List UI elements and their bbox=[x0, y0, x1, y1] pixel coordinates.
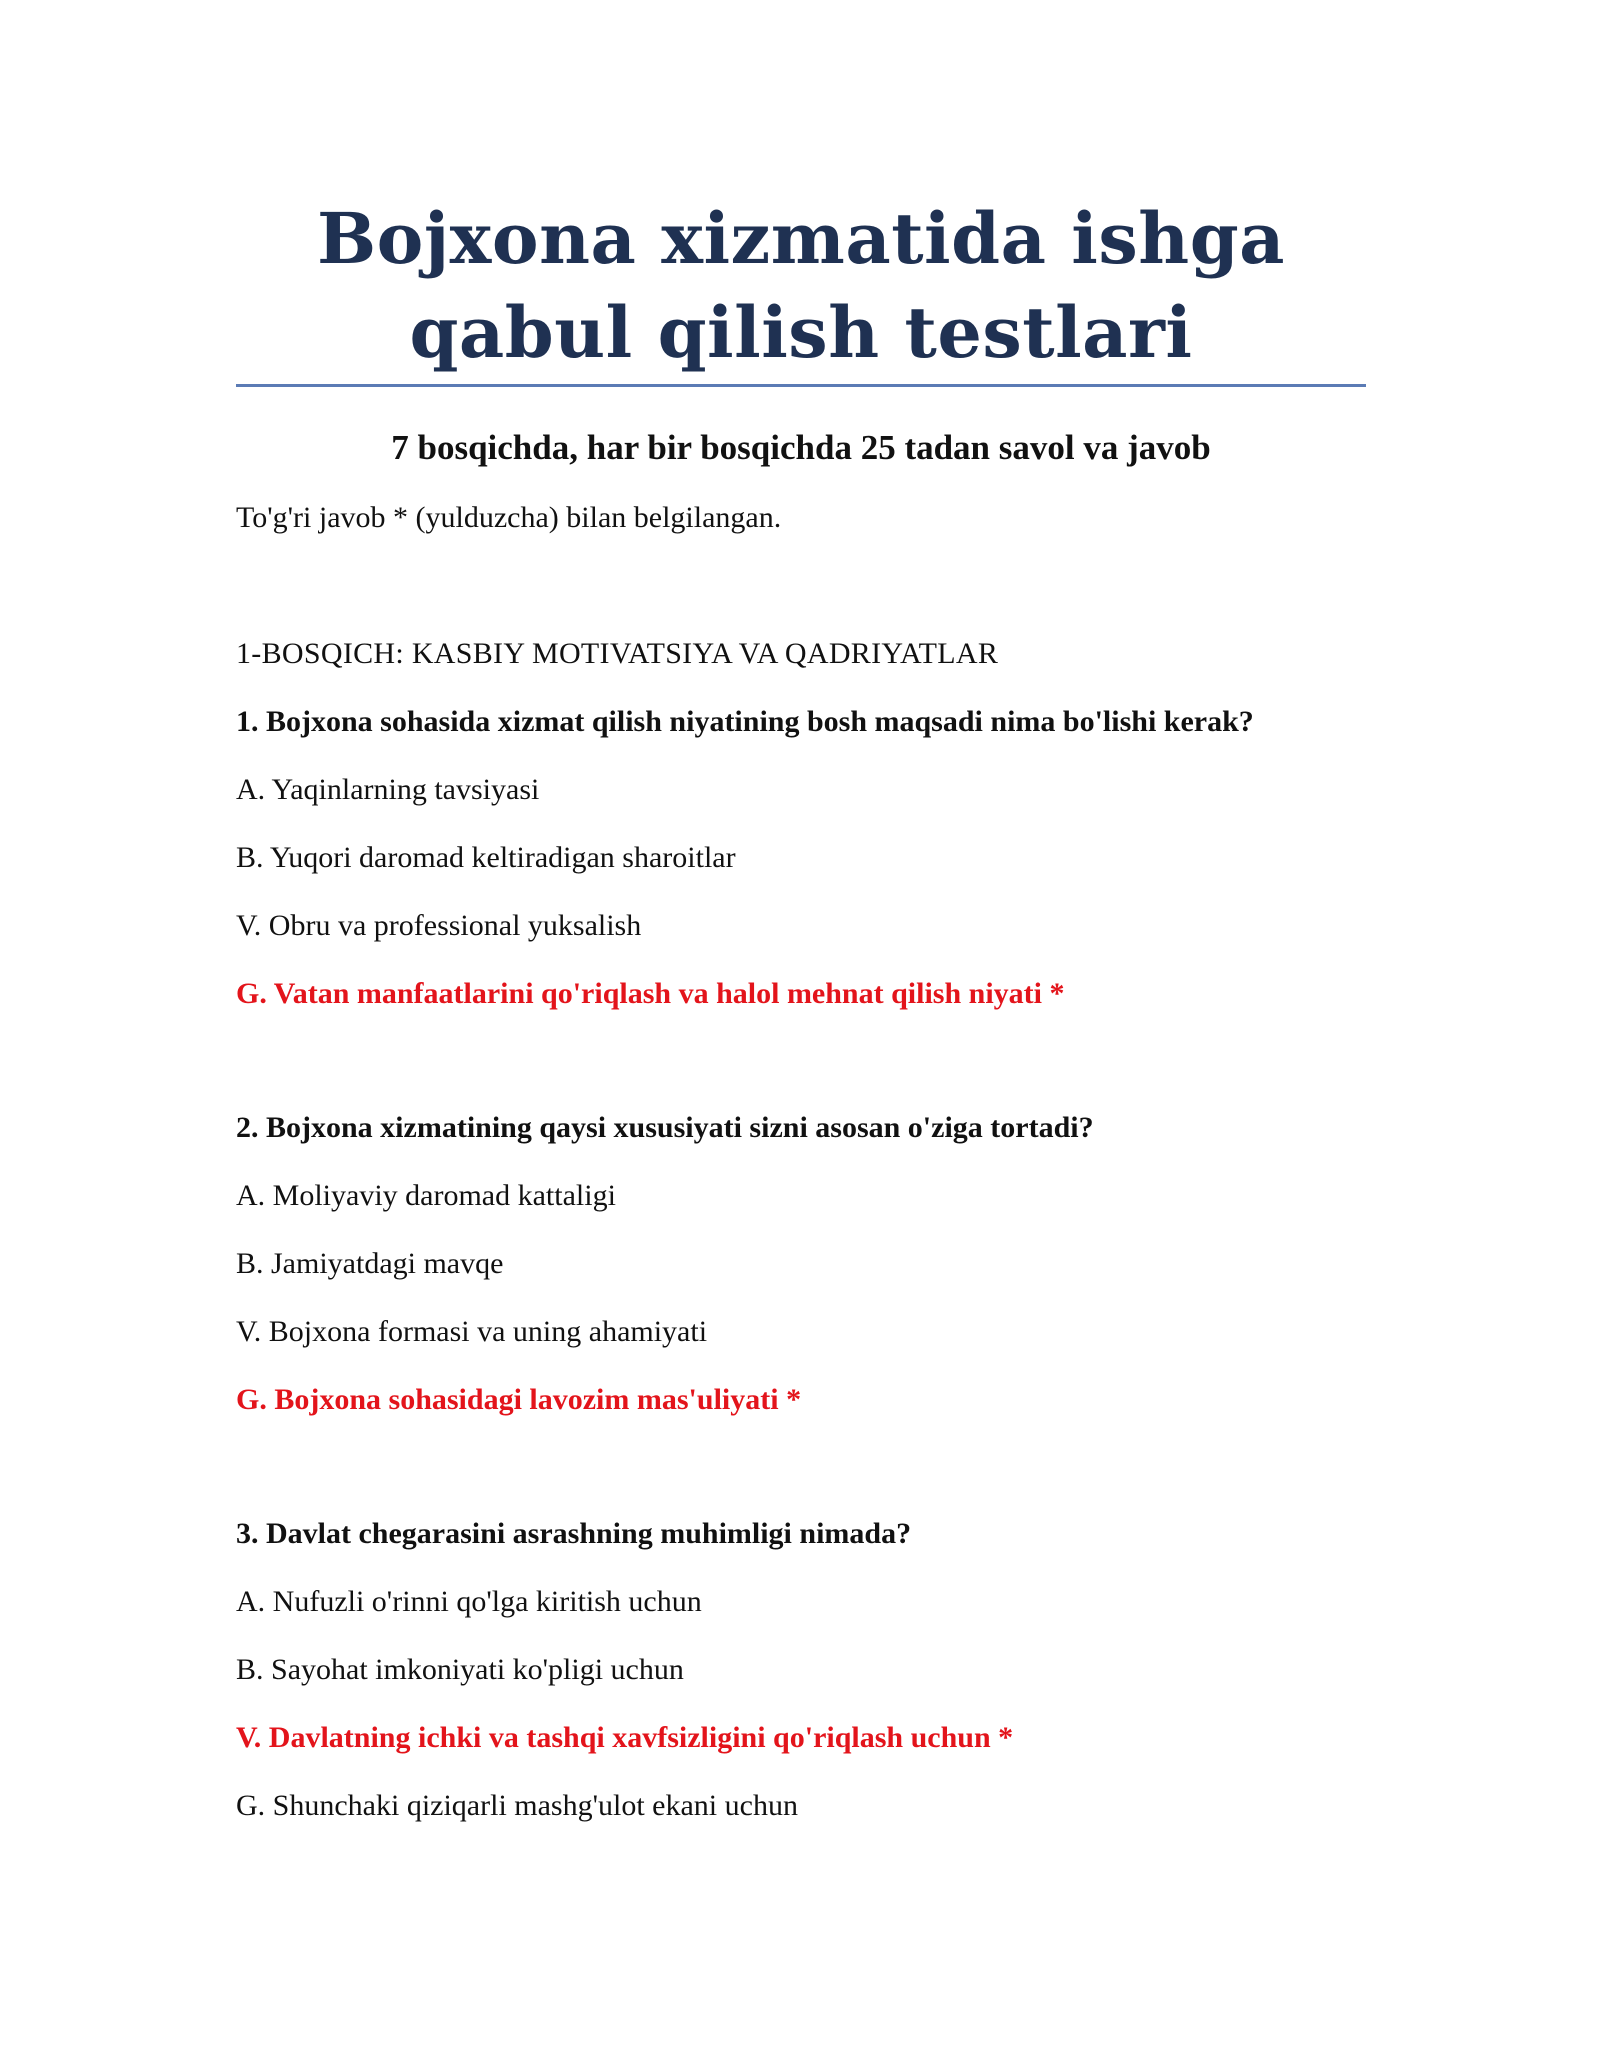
answer-option: B. Yuqori daromad keltiradigan sharoitlar bbox=[236, 841, 736, 874]
question-block bbox=[236, 1104, 1366, 1444]
question-text: 1. Bojxona sohasida xizmat qilish niyatining bosh maqsadi nima bo'lishi kerak? bbox=[236, 705, 1254, 738]
question-block bbox=[236, 1510, 1366, 1850]
title-divider bbox=[236, 384, 1366, 387]
answer-key-note: To'g'ri javob * (yulduzcha) bilan belgilangan. bbox=[236, 501, 782, 534]
document-title: Bojxona xizmatida ishga qabul qilish testlari bbox=[316, 197, 1286, 374]
answer-option: A. Nufuzli o'rinni qo'lga kiritish uchun bbox=[236, 1585, 702, 1618]
question-text: 2. Bojxona xizmatining qaysi xususiyati sizni asosan o'ziga tortadi? bbox=[236, 1111, 1094, 1144]
answer-option: A. Yaqinlarning tavsiyasi bbox=[236, 773, 540, 806]
section-heading: 1-BOSQICH: KASBIY MOTIVATSIYA VA QADRIYATLAR bbox=[236, 637, 999, 670]
answer-option: G. Bojxona sohasidagi lavozim mas'uliyati * bbox=[236, 1383, 802, 1416]
answer-option: G. Vatan manfaatlarini qo'riqlash va halol mehnat qilish niyati * bbox=[236, 977, 1065, 1010]
answer-option: G. Shunchaki qiziqarli mashg'ulot ekani uchun bbox=[236, 1789, 798, 1822]
answer-option: B. Sayohat imkoniyati ko'pligi uchun bbox=[236, 1653, 684, 1686]
answer-option: B. Jamiyatdagi mavqe bbox=[236, 1247, 504, 1280]
document-subtitle: 7 bosqichda, har bir bosqichda 25 tadan savol va javob bbox=[391, 428, 1211, 467]
question-block bbox=[236, 698, 1366, 1038]
answer-option: V. Davlatning ichki va tashqi xavfsizligini qo'riqlash uchun * bbox=[236, 1721, 1014, 1754]
question-text: 3. Davlat chegarasini asrashning muhimligi nimada? bbox=[236, 1517, 912, 1550]
answer-option: A. Moliyaviy daromad kattaligi bbox=[236, 1179, 616, 1212]
answer-option: V. Obru va professional yuksalish bbox=[236, 909, 642, 942]
answer-option: V. Bojxona formasi va uning ahamiyati bbox=[236, 1315, 708, 1348]
